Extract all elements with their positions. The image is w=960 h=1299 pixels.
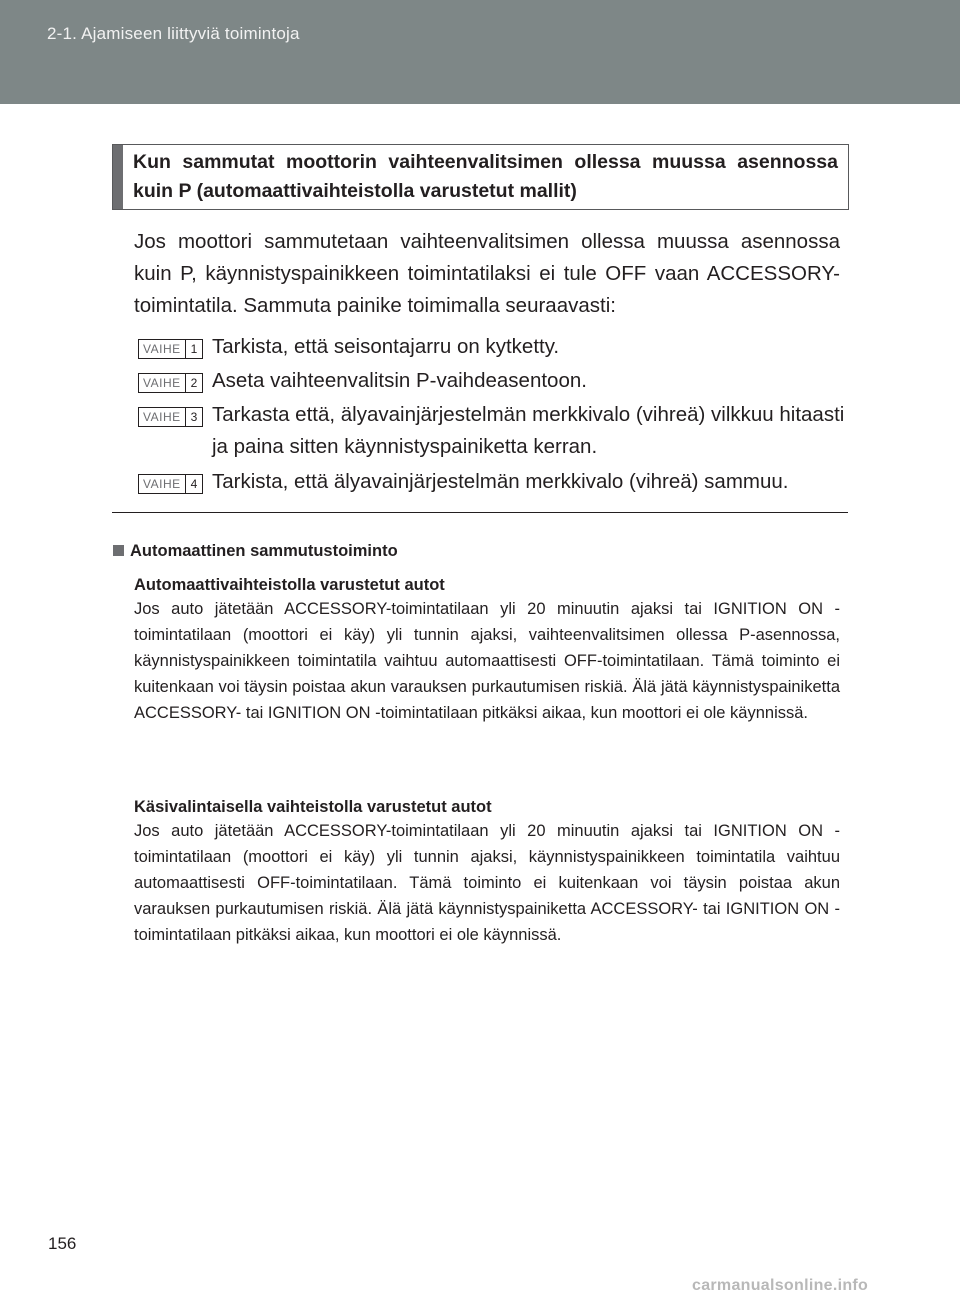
subsection-manual: [134, 796, 840, 948]
subsection-body: Jos auto jätetään ACCESSORY-toimintatilaan yli 20 minuutin ajaksi tai IGNITION ON -toimintatilaan (moottori ei käy) yli tunnin ajaksi, vaihteenvalitsimen ollessa P-asennossa, käynnistyspainikkeen toimintatila vaihtuu automaattisesti OFF-toimintatilaan. Tämä toiminto ei kuitenkaan voi täysin poistaa akun varauksen purkautumisen riskiä. Älä jätä käynnistyspainiketta ACCESSORY- tai IGNITION ON -toimintatilaan pitkäksi aikaa, kun moottori ei ole käynnissä.: [134, 600, 840, 722]
section-heading-text: Automaattinen sammutustoiminto: [130, 542, 398, 560]
step-badge: [138, 407, 203, 427]
step-badge-number: 1: [185, 340, 203, 358]
step-badge: [138, 474, 203, 494]
step-badge-number: 3: [185, 408, 203, 426]
subsection-title: Käsivalintaisella vaihteistolla varustetut autot: [134, 798, 492, 816]
section-breadcrumb: 2-1. Ajamiseen liittyviä toimintoja: [47, 24, 300, 43]
section-heading: [113, 540, 398, 562]
step-badge: [138, 373, 203, 393]
step-text: Tarkasta että, älyavainjärjestelmän merkkivalo (vihreä) vilkkuu hitaasti ja paina sitten käynnistyspainiketta kerran.: [212, 403, 845, 458]
section-divider: [112, 512, 848, 513]
square-bullet-icon: [113, 545, 124, 556]
subsection-automatic: [134, 574, 840, 726]
step-badge-label: VAIHE: [143, 342, 181, 356]
intro-paragraph: Jos moottori sammutetaan vaihteenvalitsimen ollessa muussa asennossa kuin P, käynnistyspainikkeen toimintatilaksi ei tule OFF vaan ACCESSORY-toimintatila. Sammuta painike toimimalla seuraavasti:: [134, 230, 840, 317]
page-number: 156: [48, 1234, 77, 1253]
step-badge: [138, 339, 203, 359]
step-badge-label: VAIHE: [143, 410, 181, 424]
step-text: Aseta vaihteenvalitsin P-vaihdeasentoon.: [212, 369, 587, 392]
step-text: Tarkista, että älyavainjärjestelmän merkkivalo (vihreä) sammuu.: [212, 470, 789, 493]
step-badge-label: VAIHE: [143, 376, 181, 390]
subsection-title: Automaattivaihteistolla varustetut autot: [134, 576, 445, 594]
step-badge-label: VAIHE: [143, 477, 181, 491]
header-band: [0, 0, 960, 104]
procedure-title: Kun sammutat moottorin vaihteenvalitsimen ollessa muussa asennossa kuin P (automaattivaihteistolla varustetut mallit): [133, 151, 838, 202]
procedure-title-box: [112, 144, 849, 210]
subsection-body: Jos auto jätetään ACCESSORY-toimintatilaan yli 20 minuutin ajaksi tai IGNITION ON -toimintatilaan (moottori ei käy) yli tunnin ajaksi, käynnistyspainikkeen toimintatila vaihtuu automaattisesti OFF-toimintatilaan. Tämä toiminto ei kuitenkaan voi täysin poistaa akun varauksen purkautumisen riskiä. Älä jätä käynnistyspainiketta ACCESSORY- tai IGNITION ON -toimintatilaan pitkäksi aikaa, kun moottori ei ole käynnissä.: [134, 822, 840, 944]
watermark: carmanualsonline.info: [692, 1277, 869, 1294]
step-text: Tarkista, että seisontajarru on kytketty.: [212, 335, 560, 358]
step-badge-number: 2: [185, 374, 203, 392]
title-accent-bar: [113, 145, 123, 209]
step-badge-number: 4: [185, 475, 203, 493]
